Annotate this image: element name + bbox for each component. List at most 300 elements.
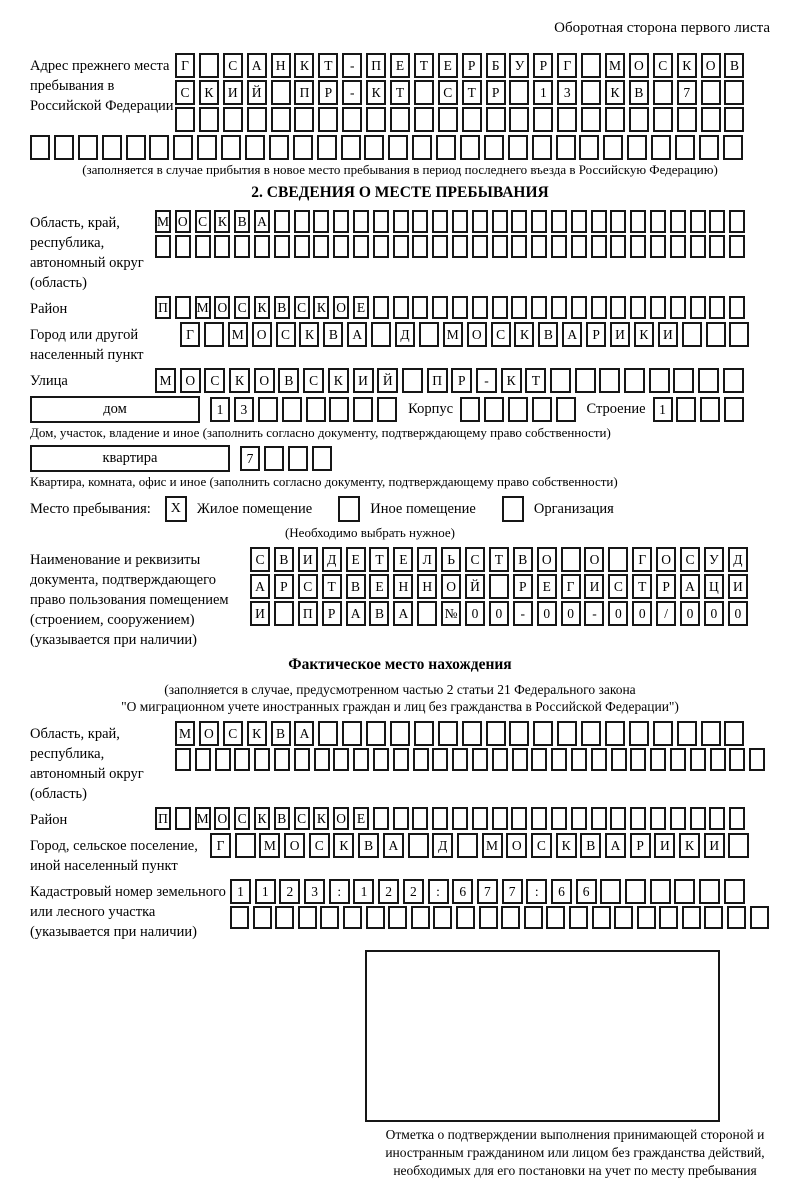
char-cell: [610, 235, 626, 258]
char-cell: [690, 235, 706, 258]
char-cell: [195, 235, 211, 258]
char-cell: [670, 296, 686, 319]
char-cell: К: [328, 368, 349, 393]
char-cell: [393, 748, 409, 771]
char-cell: [366, 721, 386, 746]
char-cell: [512, 748, 528, 771]
char-cell: [402, 368, 423, 393]
char-cell: П: [366, 53, 386, 78]
char-cell: [581, 721, 601, 746]
char-cell: О: [441, 574, 461, 599]
char-cell: [551, 296, 567, 319]
checkbox-organization: [502, 496, 524, 522]
char-cell: Е: [537, 574, 557, 599]
house-box: дом: [30, 396, 200, 423]
char-cell: [659, 906, 678, 929]
char-cell: К: [679, 833, 700, 858]
char-cell: -: [513, 601, 533, 626]
char-cell: М: [443, 322, 463, 347]
char-cell: [353, 210, 369, 233]
char-cell: А: [250, 574, 270, 599]
char-cell: [486, 107, 506, 132]
char-cell: 7: [677, 80, 697, 105]
char-cell: А: [254, 210, 270, 233]
char-cell: К: [247, 721, 267, 746]
char-cell: 2: [403, 879, 424, 904]
prev-address-row-3: [175, 107, 748, 132]
prev-address-row-2: [175, 80, 748, 105]
char-cell: С: [608, 574, 628, 599]
char-cell: В: [323, 322, 343, 347]
char-cell: [511, 235, 527, 258]
al-city-row: [210, 833, 753, 858]
stay-place-note: (Необходимо выбрать нужное): [284, 525, 456, 540]
char-cell: Р: [486, 80, 506, 105]
char-cell: [690, 210, 706, 233]
char-cell: [650, 879, 671, 904]
char-cell: К: [514, 322, 534, 347]
char-cell: [432, 748, 448, 771]
char-cell: [605, 107, 625, 132]
char-cell: [699, 135, 719, 160]
s2-street-label: Улица: [30, 373, 68, 389]
char-cell: [313, 210, 329, 233]
char-cell: И: [223, 80, 243, 105]
char-cell: [608, 547, 628, 572]
char-cell: [670, 748, 686, 771]
char-cell: [342, 721, 362, 746]
char-cell: [414, 80, 434, 105]
char-cell: К: [366, 80, 386, 105]
char-cell: [701, 107, 721, 132]
char-cell: [724, 721, 744, 746]
char-cell: [377, 397, 397, 422]
char-cell: [561, 547, 581, 572]
prev-address-rows: [175, 53, 748, 132]
char-cell: [353, 748, 369, 771]
s2-city-field: [30, 322, 770, 365]
char-cell: :: [526, 879, 547, 904]
char-cell: А: [605, 833, 626, 858]
char-cell: [724, 107, 744, 132]
char-cell: [492, 210, 508, 233]
char-cell: :: [428, 879, 449, 904]
char-cell: 7: [240, 446, 260, 471]
char-cell: О: [180, 368, 201, 393]
char-cell: Р: [656, 574, 676, 599]
char-cell: [306, 397, 326, 422]
char-cell: [479, 906, 498, 929]
korpus-label: Корпус: [408, 401, 454, 417]
char-cell: [492, 235, 508, 258]
char-cell: [173, 135, 193, 160]
char-cell: С: [465, 547, 485, 572]
char-cell: [484, 397, 504, 422]
char-cell: О: [584, 547, 604, 572]
apartment-cells: [240, 446, 336, 471]
char-cell: Т: [525, 368, 546, 393]
registration-mark-caption: Отметка о подтверждении выполнения принимающей стороной и иностранным гражданином или лицом без гражданства действий, необходимых для его постановки на учет по месту пребывания: [385, 1127, 765, 1179]
char-cell: 0: [489, 601, 509, 626]
char-cell: [269, 135, 289, 160]
char-cell: [630, 296, 646, 319]
stay-place-row: [30, 496, 770, 522]
char-cell: [472, 210, 488, 233]
document-label: Наименование и реквизиты документа, подтверждающего право пользования помещением (строением, сооружением) (указывается при наличии): [30, 552, 229, 648]
al-region-field: [30, 721, 770, 804]
char-cell: [472, 748, 488, 771]
char-cell: О: [199, 721, 219, 746]
char-cell: Й: [377, 368, 398, 393]
s2-region-rows: [155, 210, 749, 258]
char-cell: М: [195, 807, 211, 830]
char-cell: [462, 721, 482, 746]
char-cell: [215, 748, 231, 771]
char-cell: Д: [322, 547, 342, 572]
char-cell: [388, 135, 408, 160]
char-cell: С: [204, 368, 225, 393]
char-cell: [581, 80, 601, 105]
char-cell: Й: [247, 80, 267, 105]
char-cell: [258, 397, 278, 422]
char-cell: С: [276, 322, 296, 347]
char-cell: [472, 296, 488, 319]
char-cell: [293, 135, 313, 160]
char-cell: [317, 135, 337, 160]
char-cell: 3: [557, 80, 577, 105]
char-cell: [611, 748, 627, 771]
char-cell: [342, 107, 362, 132]
page-header-note: Оборотная сторона первого листа: [554, 20, 770, 36]
char-cell: [230, 906, 249, 929]
char-cell: [509, 80, 529, 105]
char-cell: [175, 748, 191, 771]
char-cell: П: [298, 601, 318, 626]
char-cell: О: [467, 322, 487, 347]
char-cell: [682, 906, 701, 929]
char-cell: [390, 721, 410, 746]
char-cell: Е: [393, 547, 413, 572]
char-cell: [414, 721, 434, 746]
char-cell: [234, 235, 250, 258]
char-cell: [333, 748, 349, 771]
prev-address-row-1: [175, 53, 748, 78]
char-cell: [509, 107, 529, 132]
char-cell: [318, 721, 338, 746]
char-cell: [390, 107, 410, 132]
al-region-row-1: [175, 721, 769, 746]
char-cell: К: [313, 296, 329, 319]
char-cell: [298, 906, 317, 929]
char-cell: К: [333, 833, 354, 858]
char-cell: Г: [180, 322, 200, 347]
char-cell: [274, 235, 290, 258]
char-cell: С: [223, 53, 243, 78]
char-cell: [235, 833, 256, 858]
char-cell: О: [252, 322, 272, 347]
char-cell: С: [653, 53, 673, 78]
char-cell: [649, 368, 670, 393]
char-cell: [581, 107, 601, 132]
char-cell: [460, 397, 480, 422]
char-cell: -: [584, 601, 604, 626]
char-cell: [175, 107, 195, 132]
char-cell: [486, 721, 506, 746]
char-cell: [373, 210, 389, 233]
char-cell: [630, 235, 646, 258]
char-cell: И: [584, 574, 604, 599]
char-cell: [699, 879, 720, 904]
char-cell: [149, 135, 169, 160]
char-cell: Е: [346, 547, 366, 572]
char-cell: [408, 833, 429, 858]
char-cell: С: [303, 368, 324, 393]
char-cell: [393, 235, 409, 258]
char-cell: Е: [390, 53, 410, 78]
char-cell: [551, 748, 567, 771]
char-cell: М: [605, 53, 625, 78]
char-cell: [729, 235, 745, 258]
char-cell: [472, 807, 488, 830]
char-cell: К: [634, 322, 654, 347]
char-cell: [571, 807, 587, 830]
char-cell: /: [656, 601, 676, 626]
s2-street-row: [155, 368, 748, 393]
char-cell: [414, 107, 434, 132]
char-cell: [314, 748, 330, 771]
char-cell: М: [155, 368, 176, 393]
char-cell: [532, 397, 552, 422]
char-cell: [673, 368, 694, 393]
char-cell: [557, 107, 577, 132]
char-cell: [531, 296, 547, 319]
char-cell: А: [562, 322, 582, 347]
char-cell: [557, 721, 577, 746]
char-cell: [492, 807, 508, 830]
registration-mark-box: [365, 950, 720, 1122]
char-cell: [318, 107, 338, 132]
char-cell: [204, 322, 224, 347]
char-cell: С: [294, 807, 310, 830]
char-cell: Е: [438, 53, 458, 78]
char-cell: [175, 235, 191, 258]
char-cell: 0: [608, 601, 628, 626]
char-cell: А: [294, 721, 314, 746]
char-cell: 2: [378, 879, 399, 904]
char-cell: В: [278, 368, 299, 393]
char-cell: [373, 748, 389, 771]
option-organization-label: Организация: [533, 500, 614, 517]
char-cell: [413, 748, 429, 771]
char-cell: [524, 906, 543, 929]
char-cell: [254, 748, 270, 771]
char-cell: [650, 235, 666, 258]
char-cell: О: [656, 547, 676, 572]
char-cell: [724, 879, 745, 904]
char-cell: [650, 296, 666, 319]
char-cell: [610, 807, 626, 830]
char-cell: [630, 807, 646, 830]
cadastral-row-2: [230, 906, 772, 929]
char-cell: А: [383, 833, 404, 858]
s2-region-label: Область, край, республика, автономный округ (область): [30, 215, 144, 291]
char-cell: [253, 906, 272, 929]
char-cell: [709, 235, 725, 258]
char-cell: [614, 906, 633, 929]
char-cell: [599, 368, 620, 393]
char-cell: [550, 368, 571, 393]
char-cell: [533, 107, 553, 132]
char-cell: [320, 906, 339, 929]
char-cell: В: [274, 807, 290, 830]
char-cell: О: [333, 296, 349, 319]
char-cell: Г: [561, 574, 581, 599]
char-cell: [412, 235, 428, 258]
char-cell: [729, 748, 745, 771]
prev-address-row-4: [30, 135, 770, 160]
char-cell: -: [342, 80, 362, 105]
char-cell: [489, 574, 509, 599]
char-cell: О: [629, 53, 649, 78]
char-cell: [282, 397, 302, 422]
char-cell: [556, 135, 576, 160]
char-cell: [371, 322, 391, 347]
al-district-label: Район: [30, 812, 68, 828]
char-cell: [78, 135, 98, 160]
char-cell: [531, 807, 547, 830]
s2-district-row: [155, 296, 749, 319]
char-cell: [432, 807, 448, 830]
char-cell: [126, 135, 146, 160]
cadastral-field: [30, 879, 770, 942]
char-cell: [432, 235, 448, 258]
al-city-field: [30, 833, 770, 876]
char-cell: Е: [353, 296, 369, 319]
cadastral-rows: [230, 879, 772, 929]
char-cell: [670, 210, 686, 233]
char-cell: 3: [234, 397, 254, 422]
char-cell: [388, 906, 407, 929]
char-cell: 0: [704, 601, 724, 626]
char-cell: 1: [653, 397, 673, 422]
char-cell: И: [728, 574, 748, 599]
al-region-row-2: [175, 748, 769, 771]
char-cell: [629, 107, 649, 132]
section2-title: 2. СВЕДЕНИЯ О МЕСТЕ ПРЕБЫВАНИЯ: [251, 184, 549, 201]
char-cell: 0: [680, 601, 700, 626]
actual-location-title: Фактическое место нахождения: [288, 656, 512, 673]
char-cell: [591, 210, 607, 233]
char-cell: [575, 368, 596, 393]
char-cell: Д: [432, 833, 453, 858]
char-cell: [710, 748, 726, 771]
char-cell: [637, 906, 656, 929]
char-cell: [30, 135, 50, 160]
prev-address-label: Адрес прежнего места пребывания в Российской Федерации: [30, 58, 174, 114]
char-cell: №: [441, 601, 461, 626]
checkbox-residential: X: [165, 496, 187, 522]
s2-region-field: [30, 210, 770, 293]
char-cell: [728, 833, 749, 858]
al-district-row: [155, 807, 749, 830]
s2-city-row: [180, 322, 753, 347]
char-cell: Р: [322, 601, 342, 626]
char-cell: [750, 906, 769, 929]
char-cell: О: [254, 368, 275, 393]
char-cell: [197, 135, 217, 160]
char-cell: Т: [390, 80, 410, 105]
char-cell: 7: [502, 879, 523, 904]
char-cell: С: [680, 547, 700, 572]
char-cell: Р: [586, 322, 606, 347]
char-cell: [312, 446, 332, 471]
char-cell: И: [654, 833, 675, 858]
char-cell: [511, 296, 527, 319]
char-cell: [701, 80, 721, 105]
char-cell: В: [369, 601, 389, 626]
char-cell: [245, 135, 265, 160]
char-cell: [650, 748, 666, 771]
apartment-box: квартира: [30, 445, 230, 472]
char-cell: [492, 296, 508, 319]
char-cell: П: [427, 368, 448, 393]
char-cell: [724, 80, 744, 105]
char-cell: [571, 235, 587, 258]
char-cell: К: [214, 210, 230, 233]
char-cell: [452, 210, 468, 233]
char-cell: [592, 906, 611, 929]
document-row-2: [250, 574, 752, 599]
char-cell: [682, 322, 702, 347]
char-cell: [591, 748, 607, 771]
char-cell: У: [509, 53, 529, 78]
char-cell: В: [580, 833, 601, 858]
char-cell: -: [476, 368, 497, 393]
char-cell: С: [309, 833, 330, 858]
char-cell: [353, 397, 373, 422]
s2-street-field: [30, 368, 770, 393]
char-cell: В: [358, 833, 379, 858]
char-cell: И: [704, 833, 725, 858]
char-cell: Н: [271, 53, 291, 78]
char-cell: С: [298, 574, 318, 599]
char-cell: Н: [417, 574, 437, 599]
char-cell: [264, 446, 284, 471]
al-district-field: [30, 807, 770, 830]
stroenie-label: Строение: [586, 401, 646, 417]
char-cell: [729, 807, 745, 830]
char-cell: [343, 906, 362, 929]
char-cell: Т: [369, 547, 389, 572]
char-cell: [579, 135, 599, 160]
char-cell: [288, 446, 308, 471]
char-cell: 1: [353, 879, 374, 904]
char-cell: [508, 397, 528, 422]
char-cell: [531, 235, 547, 258]
char-cell: С: [223, 721, 243, 746]
char-cell: [234, 748, 250, 771]
char-cell: [393, 210, 409, 233]
char-cell: 0: [561, 601, 581, 626]
stroenie-cells: [653, 397, 749, 422]
char-cell: Р: [451, 368, 472, 393]
char-cell: Ц: [704, 574, 724, 599]
char-cell: Г: [632, 547, 652, 572]
char-cell: О: [506, 833, 527, 858]
char-cell: [412, 296, 428, 319]
char-cell: Т: [632, 574, 652, 599]
char-cell: [630, 748, 646, 771]
